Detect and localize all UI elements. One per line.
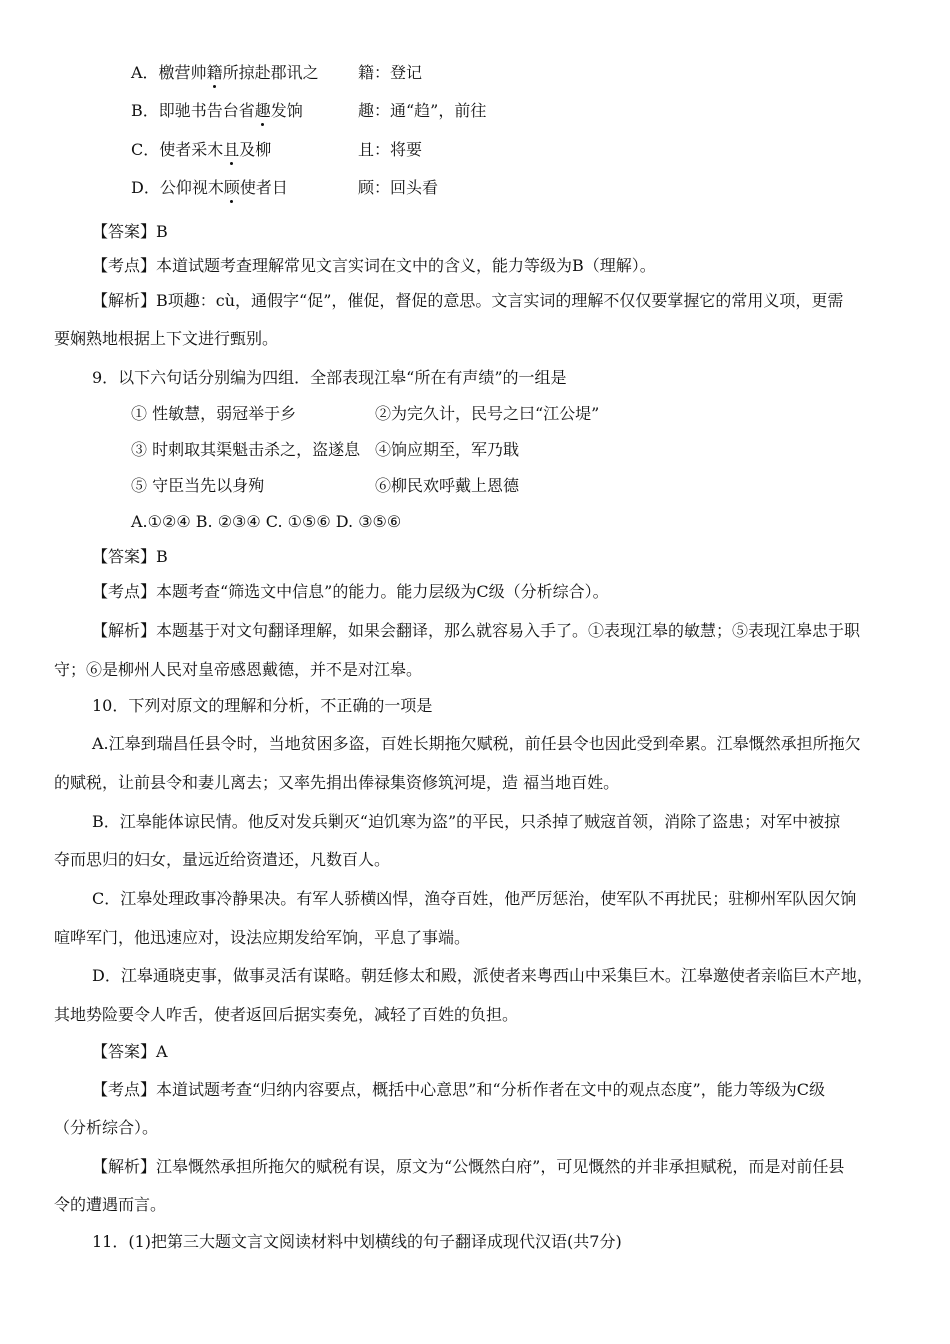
emphasized-character: 且 [223,140,240,159]
q9-kaodian: 【考点】本题考查“筛选文中信息”的能力。能力层级为C级（分析综合）。 [92,582,609,601]
q10-jiexi-line1: 【解析】江皋慨然承担所拖欠的赋税有误，原文为“公慨然白府”，可见慨然的并非承担赋税，而是对前任县 [92,1157,845,1176]
option-c [131,140,271,160]
q9-item-1: ① 性敏慧，弱冠举于乡 [131,404,297,423]
q8-jiexi-line1: 【解析】B项趣：cù，通假字“促”，催促，督促的意思。文言实词的理解不仅仅要掌握它的常用义项，更需 [92,291,844,310]
q10-option-d-line1: D．江皋通晓吏事，做事灵活有谋略。朝廷修太和殿，派使者来粤西山中采集巨木。江皋邀使者亲临巨木产地， [92,966,873,985]
q10-kaodian-line1: 【考点】本道试题考查“归纳内容要点，概括中心意思”和“分析作者在文中的观点态度”，能力等级为C级 [92,1080,825,1099]
q10-answer: 【答案】A [92,1042,168,1061]
q10-option-a-line1: A.江皋到瑞昌任县令时，当地贫困多盗，百姓长期拖欠赋税，前任县令也因此受到牵累。江皋慨然承担所拖欠 [92,734,861,753]
option-d [131,178,288,198]
q9-jiexi-line1: 【解析】本题基于对文句翻译理解，如果会翻译，那么就容易入手了。①表现江皋的敏慧；⑤表现江皋忠于职 [92,621,861,640]
q10-option-a-line2: 的赋税，让前县令和妻儿离去；又率先捐出俸禄集资修筑河堤，造 福当地百姓。 [54,773,620,792]
q10-jiexi-line2: 令的遭遇而言。 [54,1195,167,1214]
option-d-gloss: 顾：回头看 [358,178,439,197]
q10-option-b-line2: 夺而思归的妇女，量远近给资遣还，凡数百人。 [54,850,391,869]
q10-option-d-line2: 其地势险要令人咋舌，使者返回后据实奏免，减轻了百姓的负担。 [54,1005,519,1024]
option-b [131,101,303,121]
option-text: A．檄营帅籍所掠赴郡讯之 [131,63,319,82]
q11-stem: 11．(1)把第三大题文言文阅读材料中划横线的句子翻译成现代汉语(共7分) [92,1232,622,1251]
emphasized-character: 籍 [206,63,223,82]
emphasized-character: 顾 [223,178,240,197]
q8-kaodian: 【考点】本道试题考查理解常见文言实词在文中的含义，能力等级为B（理解）。 [92,256,656,275]
option-a [131,63,319,83]
q9-jiexi-line2: 守；⑥是柳州人民对皇帝感恩戴德，并不是对江皋。 [54,660,423,679]
option-text: B．即驰书告台省趣发饷 [131,101,303,120]
q10-stem: 10．下列对原文的理解和分析，不正确的一项是 [92,696,433,715]
emphasized-character: 趣 [254,101,271,120]
q10-kaodian-line2: （分析综合）。 [54,1118,159,1137]
option-b-gloss: 趣：通“趋”，前往 [358,101,487,120]
q9-choices: A.①②④ B. ②③④ C. ①⑤⑥ D. ③⑤⑥ [131,512,402,531]
q8-jiexi-line2: 要娴熟地根据上下文进行甄别。 [54,329,279,348]
option-a-gloss: 籍：登记 [358,63,423,82]
option-c-gloss: 且：将要 [358,140,423,159]
q9-item-6: ⑥柳民欢呼戴上恩德 [375,476,520,495]
q9-item-3: ③ 时刺取其渠魁击杀之，盗遂息 [131,440,361,459]
q9-item-2: ②为完久计，民号之曰“江公堤” [375,404,600,423]
q9-answer: 【答案】B [92,547,168,566]
option-text: D．公仰视木顾使者日 [131,178,288,197]
q10-option-b-line1: B．江皋能体谅民情。他反对发兵剿灭“迫饥寒为盗”的平民，只杀掉了贼寇首领，消除了盗患；对军中被掠 [92,812,841,831]
option-text: C．使者采木且及柳 [131,140,272,159]
q9-stem: 9．以下六句话分别编为四组．全部表现江皋“所在有声绩”的一组是 [92,368,567,387]
q8-answer: 【答案】B [92,222,168,241]
q9-item-4: ④饷应期至，军乃戢 [375,440,520,459]
q9-item-5: ⑤ 守臣当先以身殉 [131,476,265,495]
q10-option-c-line1: C．江皋处理政事冷静果决。有军人骄横凶悍，渔夺百姓，他严厉惩治，使军队不再扰民；驻柳州军队因欠饷 [92,889,857,908]
q10-option-c-line2: 喧哗军门，他迅速应对，设法应期发给军饷，平息了事端。 [54,928,471,947]
